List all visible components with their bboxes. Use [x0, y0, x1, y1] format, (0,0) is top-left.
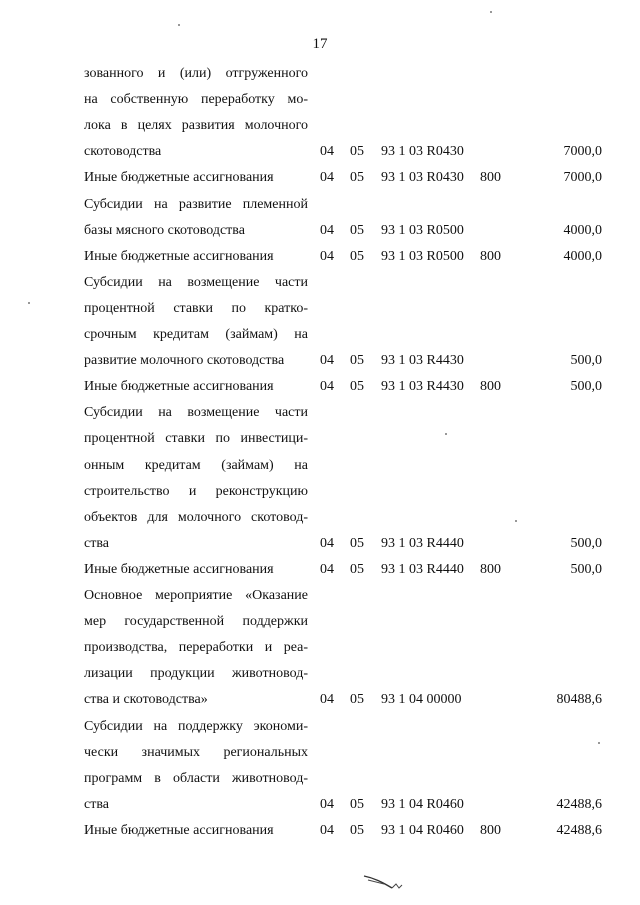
table-row: [0, 90, 640, 116]
target-article-code: 93 1 04 R0460: [381, 796, 464, 812]
target-article-code: 93 1 03 R4430: [381, 353, 464, 369]
speck: [28, 302, 30, 304]
subsection-code: 05: [350, 561, 364, 577]
section-code: 04: [320, 796, 334, 812]
subsection-code: 05: [350, 692, 364, 708]
row-name: Иные бюджетные ассигнования: [84, 822, 274, 838]
row-name: скотоводства: [84, 144, 162, 160]
row-name: Субсидии на возмещение части: [84, 274, 308, 290]
section-code: 04: [320, 353, 334, 369]
table-row: [0, 403, 640, 429]
table-row: [0, 299, 640, 325]
row-name: программ в области животновод-: [84, 770, 308, 786]
table-row: [0, 743, 640, 769]
table-row: [0, 638, 640, 664]
table-row: [0, 273, 640, 299]
subsection-code: 05: [350, 822, 364, 838]
table-row: [0, 664, 640, 690]
section-code: 04: [320, 822, 334, 838]
subsection-code: 05: [350, 222, 364, 238]
table-row: [0, 795, 640, 821]
row-name: Субсидии на поддержку экономи-: [84, 718, 308, 734]
amount: 500,0: [570, 353, 602, 369]
section-code: 04: [320, 144, 334, 160]
row-name: мер государственной поддержки: [84, 614, 308, 630]
speck: [178, 24, 180, 26]
amount: 80488,6: [556, 692, 602, 708]
table-row: [0, 769, 640, 795]
section-code: 04: [320, 379, 334, 395]
expense-type-code: 800: [480, 170, 501, 186]
target-article-code: 93 1 03 R0500: [381, 248, 464, 264]
row-name: Субсидии на развитие племенной: [84, 196, 308, 212]
row-name: ства: [84, 796, 109, 812]
row-name: Иные бюджетные ассигнования: [84, 561, 274, 577]
subsection-code: 05: [350, 170, 364, 186]
speck: [445, 433, 447, 435]
speck: [490, 11, 492, 13]
expense-type-code: 800: [480, 248, 501, 264]
amount: 7000,0: [563, 170, 602, 186]
table-row: [0, 560, 640, 586]
target-article-code: 93 1 03 R4440: [381, 561, 464, 577]
table-row: [0, 717, 640, 743]
row-name: Субсидии на возмещение части: [84, 405, 308, 421]
table-row: [0, 377, 640, 403]
expense-type-code: 800: [480, 561, 501, 577]
subsection-code: 05: [350, 796, 364, 812]
section-code: 04: [320, 692, 334, 708]
row-name: ства: [84, 535, 109, 551]
table-row: [0, 482, 640, 508]
table-row: [0, 351, 640, 377]
subsection-code: 05: [350, 353, 364, 369]
section-code: 04: [320, 170, 334, 186]
row-name: производства, переработки и реа-: [84, 640, 308, 656]
section-code: 04: [320, 248, 334, 264]
table-row: [0, 247, 640, 273]
table-row: [0, 116, 640, 142]
section-code: 04: [320, 561, 334, 577]
row-name: развитие молочного скотоводства: [84, 353, 285, 369]
row-name: на собственную переработку мо-: [84, 92, 308, 108]
row-name: лизации продукции животновод-: [84, 666, 308, 682]
amount: 500,0: [570, 535, 602, 551]
row-name: процентной ставки по кратко-: [84, 300, 308, 316]
table-row: [0, 821, 640, 847]
row-name: Иные бюджетные ассигнования: [84, 170, 274, 186]
amount: 4000,0: [563, 222, 602, 238]
row-name: базы мясного скотоводства: [84, 222, 245, 238]
speck: [515, 520, 517, 522]
amount: 500,0: [570, 379, 602, 395]
subsection-code: 05: [350, 248, 364, 264]
table-row: [0, 142, 640, 168]
row-name: срочным кредитам (займам) на: [84, 327, 308, 342]
amount: 42488,6: [556, 822, 602, 838]
target-article-code: 93 1 04 R0460: [381, 822, 464, 838]
speck: [598, 742, 600, 744]
expense-type-code: 800: [480, 822, 501, 838]
row-name: Иные бюджетные ассигнования: [84, 379, 274, 395]
subsection-code: 05: [350, 144, 364, 160]
row-name: объектов для молочного скотовод-: [84, 509, 308, 525]
table-row: [0, 586, 640, 612]
table-row: [0, 456, 640, 482]
row-name: лока в целях развития молочного: [84, 118, 308, 134]
table-row: [0, 508, 640, 534]
row-name: строительство и реконструкцию: [84, 483, 308, 499]
table-row: [0, 221, 640, 247]
amount: 500,0: [570, 561, 602, 577]
table-row: [0, 429, 640, 455]
target-article-code: 93 1 03 R4440: [381, 535, 464, 551]
amount: 4000,0: [563, 248, 602, 264]
table-row: [0, 325, 640, 351]
target-article-code: 93 1 03 R0430: [381, 144, 464, 160]
table-row: [0, 690, 640, 716]
table-row: [0, 534, 640, 560]
signature-mark: [362, 872, 406, 892]
row-name: чески значимых региональных: [84, 744, 308, 760]
section-code: 04: [320, 222, 334, 238]
target-article-code: 93 1 03 R0500: [381, 222, 464, 238]
target-article-code: 93 1 03 R4430: [381, 379, 464, 395]
table-row: [0, 64, 640, 90]
section-code: 04: [320, 535, 334, 551]
expense-type-code: 800: [480, 379, 501, 395]
target-article-code: 93 1 03 R0430: [381, 170, 464, 186]
subsection-code: 05: [350, 535, 364, 551]
row-name: Иные бюджетные ассигнования: [84, 248, 274, 264]
table-row: [0, 612, 640, 638]
row-name: процентной ставки по инвестици-: [84, 431, 308, 447]
row-name: Основное мероприятие «Оказание: [84, 588, 308, 603]
page-number: 17: [312, 36, 328, 52]
subsection-code: 05: [350, 379, 364, 395]
amount: 42488,6: [556, 796, 602, 812]
target-article-code: 93 1 04 00000: [381, 692, 462, 708]
amount: 7000,0: [563, 144, 602, 160]
row-name: зованного и (или) отгруженного: [84, 66, 308, 81]
table-row: [0, 168, 640, 194]
row-name: ства и скотоводства»: [84, 692, 208, 708]
row-name: онным кредитам (займам) на: [84, 457, 308, 473]
table-row: [0, 195, 640, 221]
